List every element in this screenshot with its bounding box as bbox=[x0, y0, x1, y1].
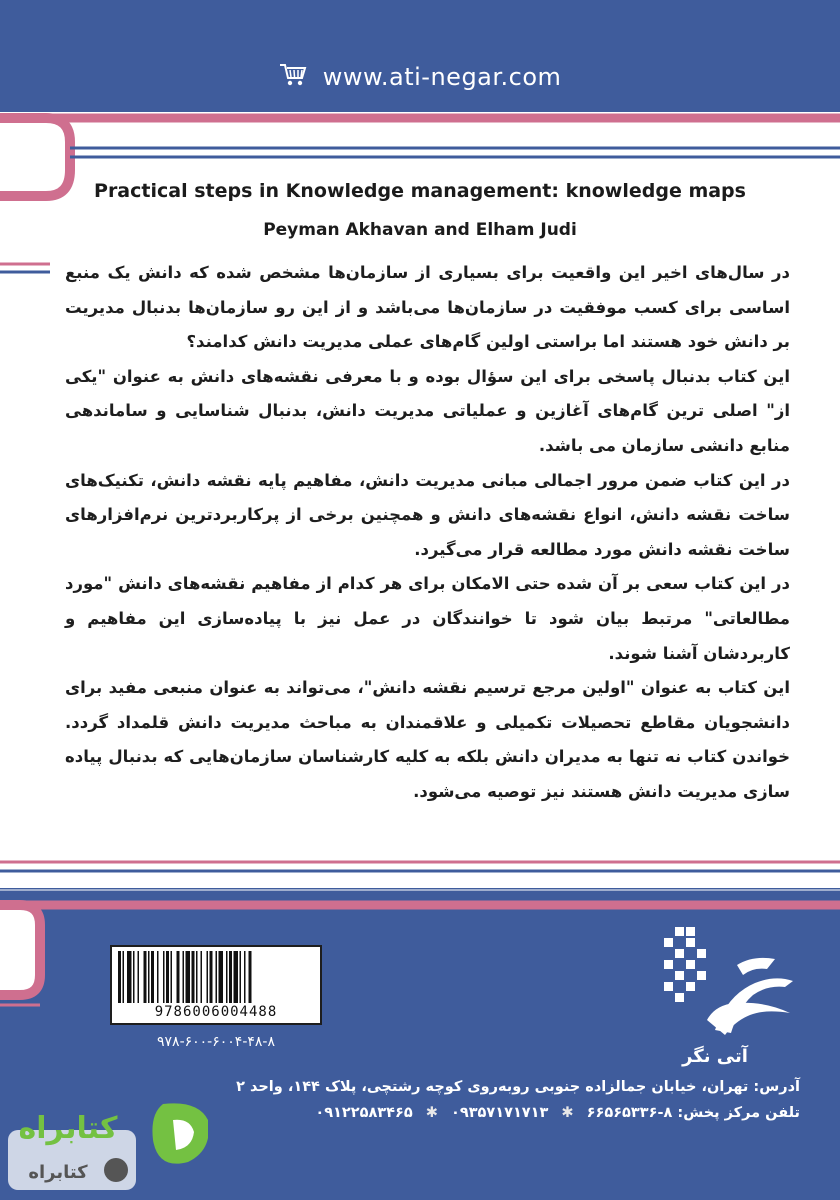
barcode-bar bbox=[244, 951, 246, 1003]
description-paragraph: در این کتاب ضمن مرور اجمالی مبانی مدیریت دانش، مفاهیم پایه نقشه دانش، تکنیک‌های ساخت نقشه دانش، انواع نقشه‌های دانش و همچنین برخی از پرکاربردترین نرم‌افزارهای ساخت نقشه دانش مورد مطالعه قرار می‌گیرد. bbox=[65, 470, 790, 559]
description-paragraph: این کتاب بدنبال پاسخی برای این سؤال بوده و با معرفی نقشه‌های دانش به عنوان "یکی از" اصلی ترین گام‌های آغازین و عملیاتی مدیریت دانش، بدنبال شناسایی و ساماندهی منابع دانشی سازمان می باشد. bbox=[65, 366, 790, 455]
star-separator-icon: ✱ bbox=[561, 1105, 574, 1121]
barcode-bar bbox=[151, 951, 154, 1003]
barcode-bar bbox=[144, 951, 147, 1003]
book-authors: Peyman Akhavan and Elham Judi bbox=[263, 220, 577, 240]
phone-number: ۸-۶۶۵۶۵۳۳۶ bbox=[586, 1105, 673, 1121]
barcode-bar bbox=[127, 951, 132, 1003]
publisher-address bbox=[160, 1074, 800, 1126]
watermark-text-large: کتابراه bbox=[18, 1111, 118, 1146]
barcode-bar bbox=[166, 951, 169, 1003]
description-paragraph: در این کتاب سعی بر آن شده حتی الامکان برای هر کدام از مفاهیم نقشه‌های دانش "مورد مطالعاتی" مرتبط بیان شود تا خوانندگان در عمل نیز با پیاده‌سازی این مفاهیم و کاربردشان آشنا شوند. bbox=[65, 574, 790, 663]
publisher-name: آتی نگر bbox=[682, 1046, 748, 1067]
publisher-logo-icon bbox=[655, 925, 800, 1055]
barcode-bar bbox=[123, 951, 125, 1003]
barcode-bar bbox=[249, 951, 252, 1003]
barcode-bar bbox=[157, 951, 159, 1003]
phone-number: ۰۹۱۲۲۵۸۳۴۶۵ bbox=[315, 1105, 413, 1121]
barcode-bar bbox=[219, 951, 224, 1003]
barcode-bar bbox=[226, 951, 228, 1003]
barcode bbox=[110, 945, 322, 1025]
star-separator-icon: ✱ bbox=[425, 1105, 438, 1121]
watermark-text-small: کتابراه bbox=[28, 1162, 88, 1183]
barcode-bar bbox=[118, 951, 121, 1003]
barcode-bar bbox=[183, 951, 185, 1003]
barcode-bar bbox=[196, 951, 198, 1003]
barcode-bar bbox=[192, 951, 195, 1003]
barcode-bar bbox=[234, 951, 239, 1003]
phone-line bbox=[160, 1100, 800, 1126]
ketabrah-watermark-icon bbox=[8, 1090, 208, 1190]
barcode-bar bbox=[148, 951, 150, 1003]
barcode-bar bbox=[207, 951, 209, 1003]
barcode-bar bbox=[186, 951, 191, 1003]
description-paragraph: در سال‌های اخیر این واقعیت برای بسیاری از سازمان‌ها مشخص شده که دانش یک منبع اساسی برای کسب موفقیت در سازمان‌ها می‌باشد و از این رو سازمان‌ها بدنبال مدیریت بر دانش خود هستند اما براستی اولین گام‌های عملی مدیریت دانش کدامند؟ bbox=[65, 263, 790, 352]
barcode-bar bbox=[171, 951, 173, 1003]
barcode-bar bbox=[210, 951, 213, 1003]
description-paragraph: این کتاب به عنوان "اولین مرجع ترسیم نقشه دانش"، می‌تواند به عنوان منبعی مفید برای دانشجویان مقاطع تحصیلات تکمیلی و علاقمندان به مباحث مدیریت دانش قلمداد گردد. خواندن کتاب نه تنها به مدیران دانش بلکه به کلیه کارشناسان سازمان‌هایی که بدنبال پیاده سازی مدیریت دانش هستند نیز توصیه می‌شود. bbox=[65, 678, 790, 801]
barcode-digits: 9786006004488 bbox=[112, 1004, 320, 1020]
phone-number: ۰۹۳۵۷۱۷۱۷۱۳ bbox=[451, 1105, 549, 1121]
barcode-bar bbox=[133, 951, 135, 1003]
barcode-bar bbox=[163, 951, 165, 1003]
isbn-number: ۹۷۸-۶۰۰-۶۰۰۴-۴۸-۸ bbox=[157, 1034, 275, 1050]
barcode-bar bbox=[240, 951, 242, 1003]
website-url: www.ati-negar.com bbox=[0, 62, 840, 94]
book-title: Practical steps in Knowledge management: knowledge maps bbox=[94, 180, 746, 202]
book-description bbox=[65, 256, 790, 810]
barcode-bar bbox=[201, 951, 203, 1003]
barcode-bar bbox=[177, 951, 180, 1003]
address-line: آدرس: تهران، خیابان جمالزاده جنوبی روبه‌روی کوچه رشتچی، پلاک ۱۴۴، واحد ۲ bbox=[236, 1079, 800, 1095]
barcode-bar bbox=[229, 951, 232, 1003]
barcode-bar bbox=[138, 951, 140, 1003]
phone-label: تلفن مرکز پخش: bbox=[677, 1105, 800, 1121]
barcode-bar bbox=[216, 951, 218, 1003]
barcode-bars bbox=[116, 951, 316, 1003]
